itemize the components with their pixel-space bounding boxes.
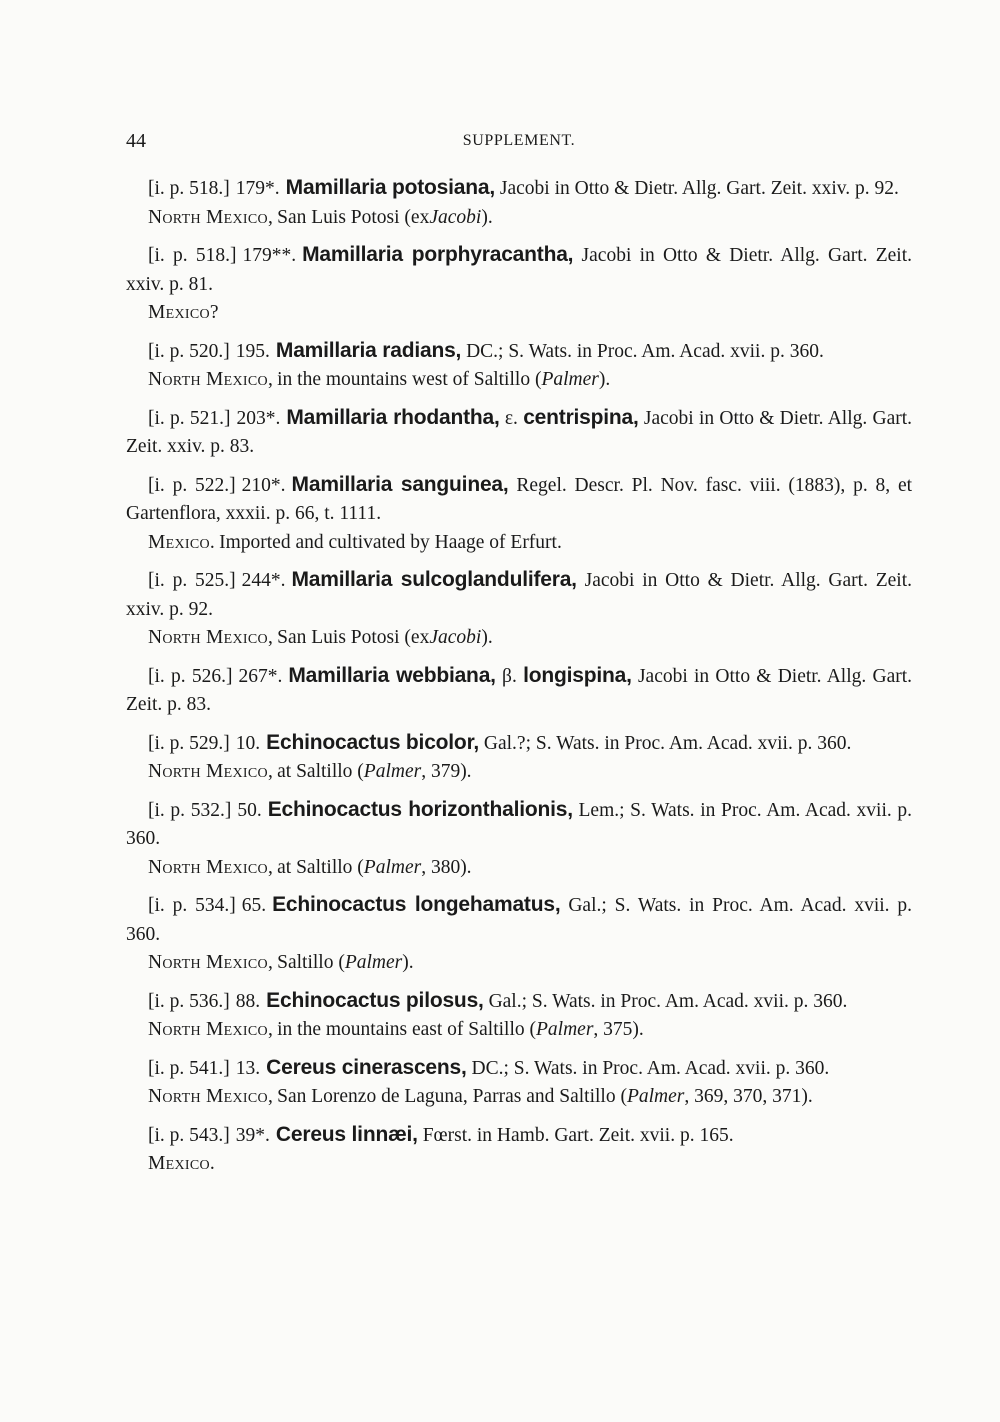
locality-line <box>126 299 912 328</box>
citation: Lem.; S. Wats. in Proc. Am. Acad. xvii. p. 360. <box>126 799 913 849</box>
entry-number: 13. <box>235 1057 261 1079</box>
citation: Gal.; S. Wats. in Proc. Am. Acad. xvii. p. 360. <box>488 990 848 1012</box>
entry-number: 244*. <box>241 570 286 591</box>
locality-text: in the mountains west of Saltillo ( <box>277 369 542 390</box>
region-name: North Mexico, <box>148 369 274 390</box>
locality-suffix: ). <box>481 627 493 648</box>
citation: Gal.?; S. Wats. in Proc. Am. Acad. xvii. p. 360. <box>483 732 852 754</box>
species-name: Echinocactus bicolor, <box>266 730 480 754</box>
variety-marker: β. <box>502 665 517 687</box>
entry-citation-line <box>126 241 912 299</box>
locality-suffix: , 375). <box>593 1019 644 1040</box>
locality-suffix: ). <box>402 952 414 973</box>
catalog-entry <box>126 337 912 395</box>
citation: DC.; S. Wats. in Proc. Am. Acad. xvii. p. 360. <box>471 1057 830 1079</box>
catalog-entry <box>126 566 912 653</box>
volume-reference: [i. p. 534.] <box>148 895 236 916</box>
entry-citation-line <box>126 174 912 204</box>
volume-reference: [i. p. 536.] <box>148 990 230 1012</box>
locality-suffix: , 369, 370, 371). <box>684 1086 813 1107</box>
locality-text: San Luis Potosi (ex <box>277 206 430 228</box>
species-name: Mamillaria porphyracantha, <box>302 243 574 266</box>
variety-name: centrispina, <box>523 405 639 429</box>
entry-citation-line <box>126 566 912 624</box>
entry-list <box>126 174 912 1188</box>
entry-citation-line <box>126 471 912 529</box>
catalog-entry <box>126 404 912 462</box>
entry-number: 10. <box>235 732 261 754</box>
entry-number: 39*. <box>235 1124 270 1146</box>
entry-number: 210*. <box>241 474 286 496</box>
locality-line <box>126 1016 912 1045</box>
volume-reference: [i. p. 520.] <box>148 340 230 362</box>
region-name: Mexico. <box>148 1153 216 1174</box>
collector-name: Palmer <box>626 1086 685 1107</box>
page-header <box>126 130 912 160</box>
region-name: North Mexico, <box>148 206 274 228</box>
citation: Fœrst. in Hamb. Gart. Zeit. xvii. p. 165. <box>422 1124 734 1146</box>
entry-number: 179*. <box>235 178 280 199</box>
catalog-entry <box>126 174 912 232</box>
volume-reference: [i. p. 525.] <box>148 570 236 591</box>
locality-text: San Luis Potosi (ex <box>277 627 430 648</box>
catalog-entry <box>126 891 912 978</box>
collector-name: Jacobi <box>429 627 482 648</box>
volume-reference: [i. p. 521.] <box>148 407 231 429</box>
volume-reference: [i. p. 541.] <box>148 1057 230 1079</box>
region-name: North Mexico, <box>148 952 274 973</box>
species-name: Echinocactus longehamatus, <box>272 893 561 916</box>
region-name: North Mexico, <box>148 1019 274 1040</box>
citation: Jacobi in Otto & Dietr. Allg. Gart. Zeit. xxiv. p. 92. <box>126 570 913 620</box>
region-name: North Mexico, <box>148 761 274 782</box>
locality-suffix: , 379). <box>421 761 472 782</box>
catalog-entry <box>126 1121 912 1179</box>
volume-reference: [i. p. 518.] <box>148 245 237 266</box>
species-name: Echinocactus pilosus, <box>266 988 484 1012</box>
entry-citation-line <box>126 891 912 949</box>
species-name: Cereus linnæi, <box>275 1122 418 1146</box>
entry-citation-line <box>126 987 912 1017</box>
entry-number: 195. <box>235 340 270 362</box>
locality-line <box>126 854 912 883</box>
locality-text: at Saltillo ( <box>277 856 364 878</box>
locality-text: in the mountains east of Saltillo ( <box>277 1019 537 1040</box>
collector-name: Palmer <box>344 952 403 973</box>
entry-citation-line <box>126 1054 912 1084</box>
catalog-entry <box>126 471 912 558</box>
entry-number: 179**. <box>242 245 297 266</box>
entry-citation-line <box>126 796 912 854</box>
volume-reference: [i. p. 518.] <box>148 178 230 199</box>
species-name: Mamillaria sanguinea, <box>291 472 509 496</box>
locality-text: Saltillo ( <box>277 952 345 973</box>
collector-name: Jacobi <box>429 206 482 228</box>
species-name: Mamillaria sulcoglandulifera, <box>291 568 577 591</box>
entry-citation-line <box>126 337 912 367</box>
page-number: 44 <box>126 130 146 152</box>
volume-reference: [i. p. 526.] <box>148 665 233 687</box>
catalog-entry <box>126 241 912 328</box>
region-name: North Mexico, <box>148 1086 274 1107</box>
locality-suffix: ). <box>598 369 611 390</box>
locality-suffix: , 380). <box>421 856 472 878</box>
entry-number: 50. <box>237 799 262 821</box>
locality-line <box>126 529 912 558</box>
region-name: Mexico? <box>148 302 219 323</box>
species-name: Mamillaria webbiana, <box>288 663 496 687</box>
volume-reference: [i. p. 529.] <box>148 732 230 754</box>
variety-name: longispina, <box>523 663 632 687</box>
citation: Jacobi in Otto & Dietr. Allg. Gart. Zeit. p. 83. <box>126 665 913 715</box>
locality-line <box>126 624 912 653</box>
locality-line <box>126 758 912 787</box>
locality-text: Imported and cultivated by Haage of Erfurt. <box>219 531 562 553</box>
species-name: Mamillaria radians, <box>275 338 462 362</box>
locality-line <box>126 1150 912 1179</box>
entry-citation-line <box>126 729 912 759</box>
species-name: Mamillaria rhodantha, <box>286 405 500 429</box>
species-name: Echinocactus horizonthalionis, <box>267 797 573 821</box>
citation: Jacobi in Otto & Dietr. Allg. Gart. Zeit. xxiv. p. 83. <box>126 407 913 457</box>
citation: DC.; S. Wats. in Proc. Am. Acad. xvii. p. 360. <box>466 340 824 362</box>
locality-line <box>126 366 912 395</box>
entry-number: 203*. <box>236 407 281 429</box>
collector-name: Palmer <box>363 856 422 878</box>
region-name: North Mexico, <box>148 856 274 878</box>
entry-citation-line <box>126 662 912 720</box>
collector-name: Palmer <box>363 761 422 782</box>
citation: Jacobi in Otto & Dietr. Allg. Gart. Zeit. xxiv. p. 81. <box>126 245 913 295</box>
region-name: North Mexico, <box>148 627 274 648</box>
locality-line <box>126 204 912 233</box>
locality-text: at Saltillo ( <box>277 761 364 782</box>
collector-name: Palmer <box>541 369 599 390</box>
variety-marker: ε. <box>504 407 518 429</box>
entry-citation-line <box>126 1121 912 1151</box>
entry-number: 88. <box>235 990 261 1012</box>
region-name: Mexico. <box>148 531 216 553</box>
volume-reference: [i. p. 522.] <box>148 474 236 496</box>
locality-text: San Lorenzo de Laguna, Parras and Saltillo ( <box>277 1086 627 1107</box>
catalog-entry <box>126 662 912 720</box>
entry-number: 267*. <box>238 665 283 687</box>
entry-number: 65. <box>241 895 267 916</box>
citation: Gal.; S. Wats. in Proc. Am. Acad. xvii. p. 360. <box>126 895 913 945</box>
citation: Regel. Descr. Pl. Nov. fasc. viii. (1883), p. 8, et Gartenflora, xxxii. p. 66, t. 1111. <box>126 474 913 524</box>
species-name: Cereus cinerascens, <box>266 1055 467 1079</box>
catalog-entry <box>126 1054 912 1112</box>
volume-reference: [i. p. 532.] <box>148 799 232 821</box>
locality-line <box>126 949 912 978</box>
catalog-entry <box>126 987 912 1045</box>
catalog-entry <box>126 729 912 787</box>
locality-line <box>126 1083 912 1112</box>
species-name: Mamillaria potosiana, <box>285 176 496 199</box>
entry-citation-line <box>126 404 912 462</box>
volume-reference: [i. p. 543.] <box>148 1124 230 1146</box>
running-head: SUPPLEMENT. <box>462 132 576 149</box>
collector-name: Palmer <box>536 1019 594 1040</box>
locality-suffix: ). <box>481 206 493 228</box>
catalog-entry <box>126 796 912 883</box>
citation: Jacobi in Otto & Dietr. Allg. Gart. Zeit. xxiv. p. 92. <box>499 178 899 199</box>
